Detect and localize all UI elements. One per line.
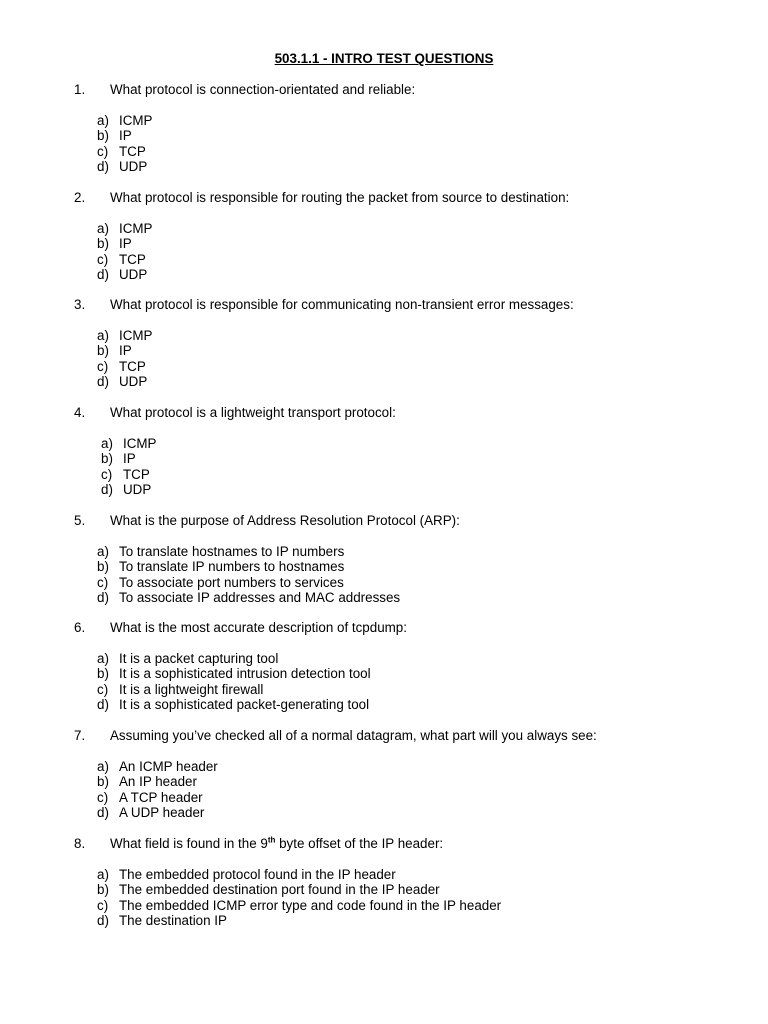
answer-option	[97, 790, 218, 805]
answer-option	[97, 590, 400, 605]
option-letter: b)	[97, 343, 109, 359]
option-text: It is a packet capturing tool	[119, 651, 279, 666]
question-text	[110, 836, 443, 852]
answer-option	[101, 482, 156, 497]
option-letter: d)	[97, 159, 109, 175]
option-text: UDP	[119, 267, 148, 283]
option-text: ICMP	[123, 436, 157, 451]
answer-options	[97, 651, 371, 713]
option-text: The destination IP	[119, 913, 227, 929]
answer-option	[97, 128, 152, 143]
option-text: To translate hostnames to IP numbers	[119, 544, 345, 559]
question-5	[0, 513, 768, 606]
answer-option	[97, 774, 218, 789]
question-text: What protocol is responsible for communicating non-transient error messages:	[110, 297, 574, 312]
option-text: TCP	[123, 466, 150, 482]
option-letter: b)	[97, 666, 109, 682]
page-title: 503.1.1 - INTRO TEST QUESTIONS	[274, 51, 494, 66]
answer-option	[97, 805, 218, 820]
option-letter: a)	[97, 867, 109, 882]
question-number: 3.	[74, 297, 86, 312]
answer-option	[97, 682, 371, 697]
question-1	[0, 82, 768, 175]
option-text: An IP header	[119, 774, 197, 790]
answer-options	[101, 436, 156, 498]
question-stem	[0, 82, 768, 98]
option-letter: c)	[97, 681, 109, 697]
option-letter: d)	[97, 805, 109, 821]
answer-option	[101, 451, 156, 466]
answer-option	[97, 374, 152, 389]
question-3	[0, 297, 768, 390]
option-text: ICMP	[119, 113, 153, 128]
question-stem	[0, 190, 768, 206]
answer-option	[97, 236, 152, 251]
answer-option	[97, 267, 152, 282]
option-letter: a)	[97, 328, 109, 343]
option-letter: b)	[97, 128, 109, 144]
option-letter: a)	[97, 759, 109, 774]
question-stem	[0, 620, 768, 636]
option-text: UDP	[119, 159, 148, 175]
option-text: It is a sophisticated packet-generating tool	[119, 697, 370, 713]
question-number: 7.	[74, 728, 86, 743]
question-number: 1.	[74, 82, 86, 97]
answer-option	[97, 867, 501, 882]
option-text: UDP	[119, 374, 148, 390]
question-text: What protocol is a lightweight transport protocol:	[110, 405, 396, 420]
option-text: ICMP	[119, 328, 153, 343]
question-2	[0, 190, 768, 283]
question-text: Assuming you’ve checked all of a normal datagram, what part will you always see:	[110, 728, 597, 743]
question-text: What is the most accurate description of tcpdump:	[110, 620, 407, 635]
answer-option	[97, 144, 152, 159]
option-text: It is a lightweight firewall	[119, 681, 264, 697]
question-text: What protocol is responsible for routing the packet from source to destination:	[110, 190, 570, 205]
option-text: A TCP header	[119, 789, 203, 805]
question-text-before: What field is found in the 9	[110, 836, 268, 851]
question-stem	[0, 405, 768, 421]
question-number: 2.	[74, 190, 86, 205]
answer-options	[97, 544, 400, 606]
question-stem	[0, 836, 768, 852]
option-text: IP	[119, 128, 132, 144]
answer-option	[97, 221, 152, 236]
answer-option	[97, 575, 400, 590]
option-letter: d)	[97, 590, 109, 606]
option-text: An ICMP header	[119, 759, 218, 774]
option-text: TCP	[119, 251, 146, 267]
option-text: UDP	[123, 482, 152, 498]
question-8	[0, 835, 768, 929]
option-letter: d)	[97, 697, 109, 713]
option-text: TCP	[119, 143, 146, 159]
option-letter: c)	[97, 358, 109, 374]
option-text: It is a sophisticated intrusion detection tool	[119, 666, 371, 682]
option-letter: a)	[97, 544, 109, 559]
question-stem	[0, 297, 768, 313]
option-letter: d)	[97, 374, 109, 390]
option-letter: d)	[97, 267, 109, 283]
answer-option	[97, 759, 218, 774]
answer-option	[97, 559, 400, 574]
option-letter: a)	[97, 113, 109, 128]
option-text: The embedded protocol found in the IP header	[119, 867, 396, 882]
answer-option	[97, 666, 371, 681]
question-text-after: byte offset of the IP header:	[275, 836, 444, 851]
question-text: What is the purpose of Address Resolution Protocol (ARP):	[110, 513, 460, 528]
option-letter: b)	[97, 774, 109, 790]
option-text: To associate IP addresses and MAC addresses	[119, 590, 401, 606]
answer-option	[97, 343, 152, 358]
option-letter: c)	[97, 574, 109, 590]
option-letter: a)	[97, 651, 109, 666]
answer-options	[97, 328, 152, 390]
question-number: 5.	[74, 513, 86, 528]
question-number: 6.	[74, 620, 86, 635]
answer-option	[101, 467, 156, 482]
answer-options	[97, 759, 218, 821]
option-letter: c)	[97, 897, 109, 913]
question-number: 8.	[74, 836, 86, 851]
option-text: IP	[123, 451, 136, 467]
answer-option	[97, 697, 371, 712]
option-letter: d)	[101, 482, 113, 498]
option-text: TCP	[119, 358, 146, 374]
answer-option	[97, 898, 501, 913]
question-text: What protocol is connection-orientated and reliable:	[110, 82, 416, 97]
answer-option	[97, 113, 152, 128]
answer-option	[97, 651, 371, 666]
answer-option	[97, 328, 152, 343]
option-text: The embedded ICMP error type and code found in the IP header	[119, 897, 502, 913]
option-text: To translate IP numbers to hostnames	[119, 559, 345, 575]
answer-option	[97, 913, 501, 928]
option-text: A UDP header	[119, 805, 205, 821]
question-stem	[0, 728, 768, 744]
question-7	[0, 728, 768, 821]
option-letter: b)	[97, 236, 109, 252]
option-letter: b)	[101, 451, 113, 467]
option-text: ICMP	[119, 221, 153, 236]
answer-options	[97, 221, 152, 283]
option-letter: b)	[97, 559, 109, 575]
answer-option	[97, 544, 400, 559]
question-4	[0, 405, 768, 498]
answer-option	[97, 252, 152, 267]
answer-option	[101, 436, 156, 451]
answer-options	[97, 867, 501, 929]
option-text: IP	[119, 343, 132, 359]
option-letter: c)	[97, 143, 109, 159]
ordinal-suffix: th	[267, 835, 276, 845]
option-letter: d)	[97, 913, 109, 929]
answer-option	[97, 359, 152, 374]
option-letter: c)	[97, 789, 109, 805]
option-text: To associate port numbers to services	[119, 574, 344, 590]
answer-option	[97, 882, 501, 897]
answer-options	[97, 113, 152, 175]
option-letter: c)	[97, 251, 109, 267]
option-letter: a)	[97, 221, 109, 236]
question-number: 4.	[74, 405, 86, 420]
question-stem	[0, 513, 768, 529]
option-letter: b)	[97, 882, 109, 898]
option-letter: a)	[101, 436, 113, 451]
answer-option	[97, 159, 152, 174]
question-6	[0, 620, 768, 713]
option-text: IP	[119, 236, 132, 252]
option-letter: c)	[101, 466, 113, 482]
option-text: The embedded destination port found in the IP header	[119, 882, 440, 898]
